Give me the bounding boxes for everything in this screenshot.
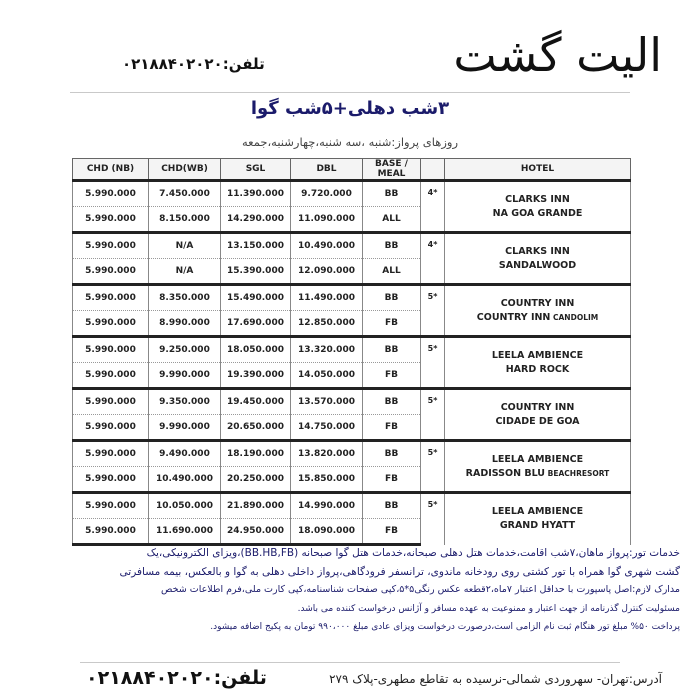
cell-sgl: 20.650.000 [221,415,291,441]
col-header-stars [421,159,445,181]
hotel-name-goa [445,207,630,221]
cell-chd-nb: 5.990.000 [73,441,149,467]
cell-chd-wb: 10.050.000 [149,493,221,519]
cell-meal: BB [363,337,421,363]
table-row [73,493,631,519]
cell-meal: BB [363,233,421,259]
cell-chd-wb: 8.990.000 [149,311,221,337]
cell-chd-wb: 7.450.000 [149,181,221,207]
col-header-meal: BASE / MEAL [363,159,421,181]
cell-chd-wb: 9.490.000 [149,441,221,467]
cell-chd-nb: 5.990.000 [73,181,149,207]
cell-meal: BB [363,493,421,519]
cell-chd-nb: 5.990.000 [73,259,149,285]
tour-title: ۳شب دهلی+۵شب گوا [250,98,450,119]
hotel-name-delhi: LEELA AMBIENCE [491,506,584,518]
hotel-name-goa-main: GRAND HYATT [499,520,576,532]
cell-meal: FB [363,519,421,545]
cell-sgl: 18.050.000 [221,337,291,363]
hotel-stars: 5* [421,389,445,441]
price-table [72,158,631,546]
cell-meal: FB [363,363,421,389]
cell-dbl: 12.850.000 [291,311,363,337]
cell-chd-nb: 5.990.000 [73,467,149,493]
cell-chd-nb: 5.990.000 [73,363,149,389]
cell-chd-wb: 9.990.000 [149,415,221,441]
cell-meal: BB [363,389,421,415]
cell-meal: ALL [363,207,421,233]
cell-dbl: 10.490.000 [291,233,363,259]
cell-sgl: 13.150.000 [221,233,291,259]
hotel-name-delhi: LEELA AMBIENCE [491,453,584,465]
cell-chd-wb: 8.150.000 [149,207,221,233]
hotel-name-goa-suffix: CANDOLIM [550,312,599,322]
cell-dbl: 18.090.000 [291,519,363,545]
cell-chd-nb: 5.990.000 [73,285,149,311]
cell-dbl: 13.320.000 [291,337,363,363]
hotel-name-goa-main: HARD ROCK [505,363,570,375]
hotel-name-goa-main: CIDADE DE GOA [495,415,580,427]
footer-address: آدرس:تهران- سهروردی شمالی-نرسیده به تقاطع مطهری-پلاک ۲۷۹ [329,672,662,686]
cell-dbl: 11.090.000 [291,207,363,233]
table-row [73,233,631,259]
cell-sgl: 21.890.000 [221,493,291,519]
notes-services-cont: گشت شهری گوا همراه با تور کشتی روی رودخانه ماندوی، ترانسفر فرودگاهی،پرواز داخلی دهلی به گوا و بالعکس، بیمه مسافرتی [119,565,680,578]
footer-divider [80,662,620,663]
cell-dbl: 14.990.000 [291,493,363,519]
hotel-name-cell [445,389,631,441]
cell-sgl: 24.950.000 [221,519,291,545]
hotel-name-delhi: CLARKS INN [505,245,570,257]
cell-chd-wb: N/A [149,233,221,259]
cell-chd-nb: 5.990.000 [73,311,149,337]
col-header-chd-wb: CHD(WB) [149,159,221,181]
col-header-dbl: DBL [291,159,363,181]
hotel-name-goa [445,259,630,273]
cell-dbl: 13.820.000 [291,441,363,467]
cell-dbl: 12.090.000 [291,259,363,285]
hotel-stars: 5* [421,285,445,337]
cell-dbl: 14.050.000 [291,363,363,389]
notes-documents: مدارک لازم:اصل پاسپورت با حداقل اعتبار ۷ماه،۲قطعه عکس رنگی۵*۵،کپی صفحات شناسنامه،کپی کارت ملی،فرم اطلاعات شخص [161,584,680,595]
hotel-name-cell [445,337,631,389]
hotel-name-goa [445,363,630,377]
cell-sgl: 14.290.000 [221,207,291,233]
cell-meal: FB [363,467,421,493]
cell-dbl: 9.720.000 [291,181,363,207]
brand-logo-text: الیت گشت [453,28,662,82]
cell-sgl: 15.390.000 [221,259,291,285]
cell-sgl: 11.390.000 [221,181,291,207]
cell-meal: FB [363,415,421,441]
col-header-sgl: SGL [221,159,291,181]
table-row [73,181,631,207]
cell-chd-wb: 9.250.000 [149,337,221,363]
hotel-name-goa [445,415,630,429]
hotel-stars: 4* [421,181,445,233]
cell-chd-nb: 5.990.000 [73,493,149,519]
cell-chd-nb: 5.990.000 [73,389,149,415]
cell-chd-nb: 5.990.000 [73,337,149,363]
cell-meal: BB [363,441,421,467]
cell-chd-nb: 5.990.000 [73,519,149,545]
cell-chd-wb: 11.690.000 [149,519,221,545]
cell-meal: BB [363,181,421,207]
cell-chd-wb: 9.990.000 [149,363,221,389]
hotel-name-goa-main: SANDALWOOD [498,259,577,271]
cell-chd-wb: 9.350.000 [149,389,221,415]
footer-phone: تلفن:۰۲۱۸۸۴۰۲۰۲۰ [86,667,267,689]
col-header-hotel: HOTEL [445,159,631,181]
hotel-stars: 5* [421,493,445,545]
cell-sgl: 17.690.000 [221,311,291,337]
header-divider [70,92,630,93]
cell-dbl: 14.750.000 [291,415,363,441]
table-row [73,285,631,311]
cell-dbl: 11.490.000 [291,285,363,311]
hotel-name-cell [445,285,631,337]
table-row [73,337,631,363]
cell-sgl: 19.450.000 [221,389,291,415]
hotel-name-delhi: LEELA AMBIENCE [491,349,584,361]
cell-chd-nb: 5.990.000 [73,415,149,441]
cell-dbl: 13.570.000 [291,389,363,415]
cell-chd-nb: 5.990.000 [73,207,149,233]
table-row [73,389,631,415]
notes-services: خدمات تور:پرواز ماهان،۷شب اقامت،خدمات هتل دهلی صبحانه،خدمات هتل گوا صبحانه (BB.HB,FB)،ویزای الکترونیکی،یک [146,547,680,559]
hotel-name-cell [445,441,631,493]
hotel-name-goa-suffix: BEACHRESORT [545,468,610,478]
hotel-name-delhi: CLARKS INN [505,193,570,205]
hotel-name-delhi: COUNTRY INN [500,401,575,413]
notes-payment: پرداخت ۵۰% مبلغ تور هنگام ثبت نام الزامی است،درصورت درخواست ویزای عادی مبلغ ۹۹۰،۰۰۰ تومان به پکیج اضافه میشود. [210,622,680,632]
flight-days: روزهای پرواز:شنبه ،سه شنبه،چهارشنبه،جمعه [241,135,459,149]
cell-meal: ALL [363,259,421,285]
cell-chd-nb: 5.990.000 [73,233,149,259]
cell-chd-wb: 8.350.000 [149,285,221,311]
hotel-name-goa [445,519,630,533]
hotel-name-goa-main: RADISSON BLU [465,467,546,479]
notes-responsibility: مسئولیت کنترل گذرنامه از جهت اعتبار و ممنوعیت به عهده مسافر و آژانس درخواست کننده می باشد. [297,603,680,614]
cell-dbl: 15.850.000 [291,467,363,493]
cell-sgl: 18.190.000 [221,441,291,467]
hotel-name-cell [445,493,631,545]
hotel-name-cell [445,181,631,233]
hotel-stars: 5* [421,441,445,493]
cell-sgl: 20.250.000 [221,467,291,493]
hotel-name-goa [445,467,630,481]
table-header-row [73,159,631,181]
cell-sgl: 15.490.000 [221,285,291,311]
hotel-name-delhi: COUNTRY INN [500,297,575,309]
cell-chd-wb: N/A [149,259,221,285]
hotel-name-goa [445,311,630,325]
header-phone: تلفن:۰۲۱۸۸۴۰۲۰۲۰ [122,55,265,73]
hotel-stars: 5* [421,337,445,389]
cell-chd-wb: 10.490.000 [149,467,221,493]
cell-meal: BB [363,285,421,311]
hotel-name-goa-main: NA GOA GRANDE [492,207,583,219]
hotel-stars: 4* [421,233,445,285]
tour-notes [18,544,680,637]
hotel-name-goa-main: COUNTRY INN [476,311,551,323]
col-header-chd-nb: CHD (NB) [73,159,149,181]
table-row [73,441,631,467]
cell-meal: FB [363,311,421,337]
hotel-name-cell [445,233,631,285]
cell-sgl: 19.390.000 [221,363,291,389]
